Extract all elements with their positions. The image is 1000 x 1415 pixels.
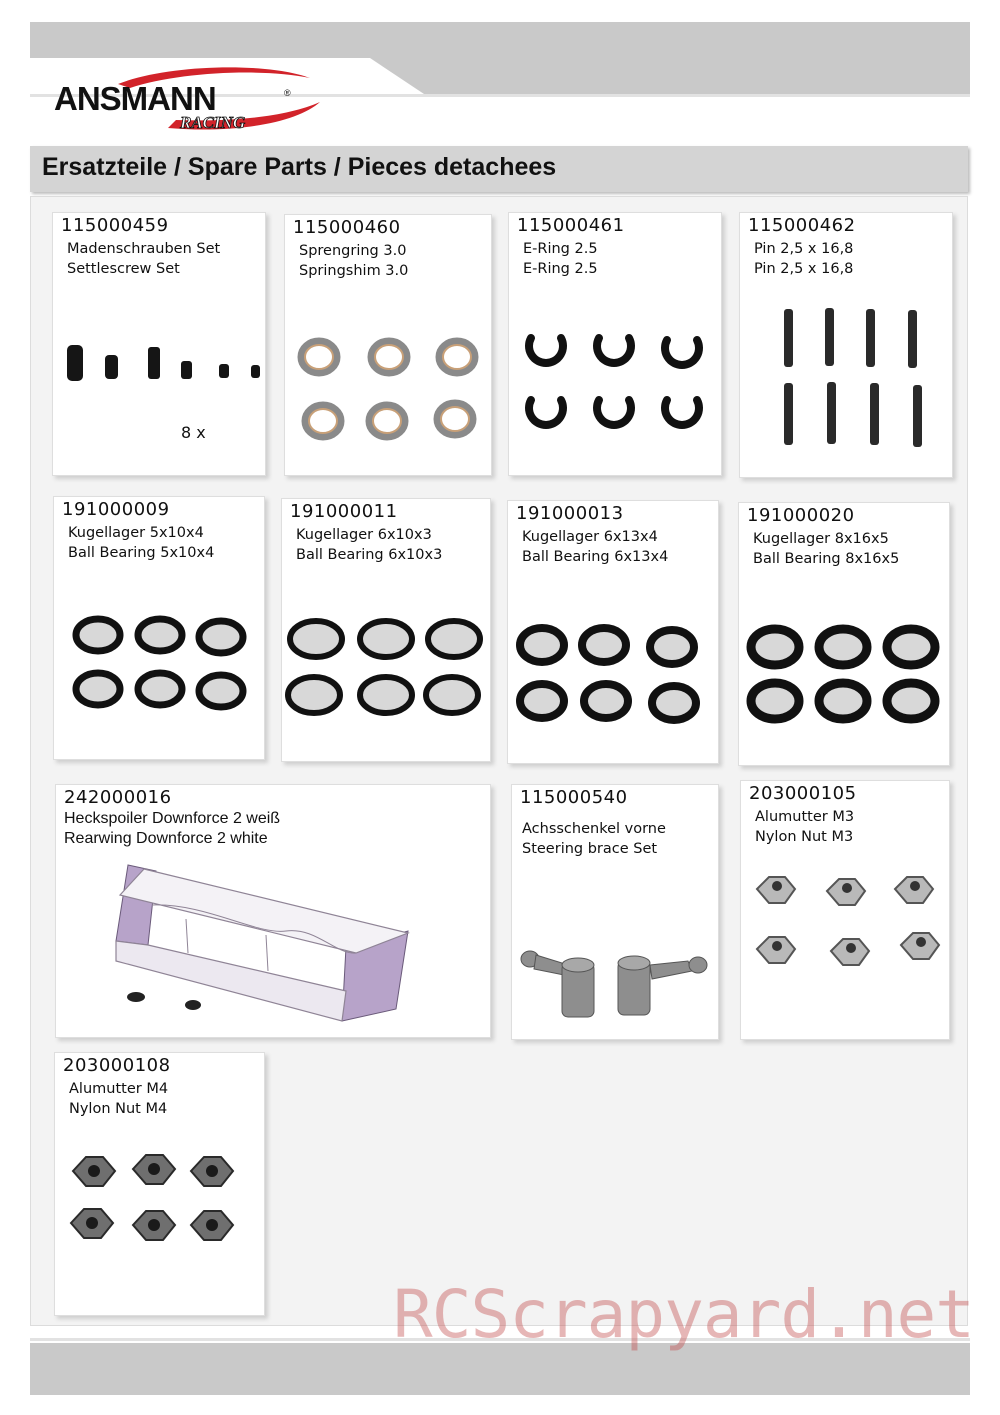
desc-english: Ball Bearing 6x13x4 (522, 549, 669, 565)
part-number: 203000108 (63, 1055, 171, 1076)
desc-english: Ball Bearing 6x10x3 (296, 547, 443, 563)
ball-bearings-8x16x5-image (739, 503, 949, 765)
part-card-115000461 (508, 212, 722, 476)
ball-bearings-6x10x3-image (282, 499, 490, 761)
part-card-242000016 (55, 784, 491, 1038)
desc-german: Achsschenkel vorne (522, 821, 666, 837)
desc-english: Steering brace Set (522, 841, 658, 857)
page-title: Ersatzteile / Spare Parts / Pieces detachees (42, 153, 557, 181)
desc-german: Kugellager 6x10x3 (296, 527, 432, 543)
watermark-text: RCScrapyard.net (393, 1276, 975, 1353)
desc-german: E-Ring 2.5 (523, 241, 598, 257)
desc-english: Settlescrew Set (67, 261, 180, 277)
desc-english: Rearwing Downforce 2 white (64, 830, 268, 847)
desc-english: Springshim 3.0 (299, 263, 409, 279)
part-number: 242000016 (64, 787, 172, 808)
desc-german: Heckspoiler Downforce 2 weiß (64, 810, 281, 827)
m4-nylon-nuts-image (55, 1053, 264, 1315)
svg-text:®: ® (284, 88, 291, 98)
desc-english: Nylon Nut M3 (755, 829, 854, 845)
desc-english: Nylon Nut M4 (69, 1101, 168, 1117)
desc-german: Alumutter M4 (69, 1081, 169, 1097)
desc-german: Sprengring 3.0 (299, 243, 407, 259)
part-number: 115000540 (520, 787, 628, 808)
spring-washers-image (285, 215, 491, 475)
ansmann-racing-logo (48, 62, 348, 142)
part-number: 115000459 (61, 215, 169, 236)
part-number: 191000011 (290, 501, 398, 522)
part-number: 115000462 (748, 215, 856, 236)
part-number: 115000460 (293, 217, 401, 238)
part-number: 191000020 (747, 505, 855, 526)
set-screws-image (53, 213, 265, 475)
part-number: 191000009 (62, 499, 170, 520)
part-card-115000462 (739, 212, 953, 478)
part-card-203000108 (54, 1052, 265, 1316)
pins-image (740, 213, 952, 477)
desc-german: Madenschrauben Set (67, 241, 221, 257)
desc-german: Kugellager 8x16x5 (753, 531, 889, 547)
desc-german: Kugellager 5x10x4 (68, 525, 204, 541)
part-card-115000540 (511, 784, 719, 1040)
part-card-191000020 (738, 502, 950, 766)
part-number: 115000461 (517, 215, 625, 236)
desc-german: Kugellager 6x13x4 (522, 529, 658, 545)
part-card-191000011 (281, 498, 491, 762)
desc-english: E-Ring 2.5 (523, 261, 598, 277)
desc-english: Pin 2,5 x 16,8 (754, 261, 854, 277)
part-card-115000460 (284, 214, 492, 476)
desc-english: Ball Bearing 8x16x5 (753, 551, 900, 567)
part-number: 203000105 (749, 783, 857, 804)
desc-german: Pin 2,5 x 16,8 (754, 241, 854, 257)
part-card-191000009 (53, 496, 265, 760)
m3-nylon-nuts-image (741, 781, 949, 1039)
rear-wing-image (56, 785, 490, 1037)
steering-knuckles-image (512, 785, 718, 1039)
desc-german: Alumutter M3 (755, 809, 855, 825)
e-rings-image (509, 213, 721, 475)
desc-english: Ball Bearing 5x10x4 (68, 545, 215, 561)
svg-text:ANSMANN: ANSMANN (54, 80, 216, 117)
quantity-label: 8 x (181, 423, 206, 442)
title-bar (30, 146, 968, 192)
ball-bearings-5x10x4-image (54, 497, 264, 759)
part-card-115000459 (52, 212, 266, 476)
part-card-203000105 (740, 780, 950, 1040)
ball-bearings-6x13x4-image (508, 501, 718, 763)
part-number: 191000013 (516, 503, 624, 524)
part-card-191000013 (507, 500, 719, 764)
svg-text:RACING: RACING (180, 113, 246, 132)
